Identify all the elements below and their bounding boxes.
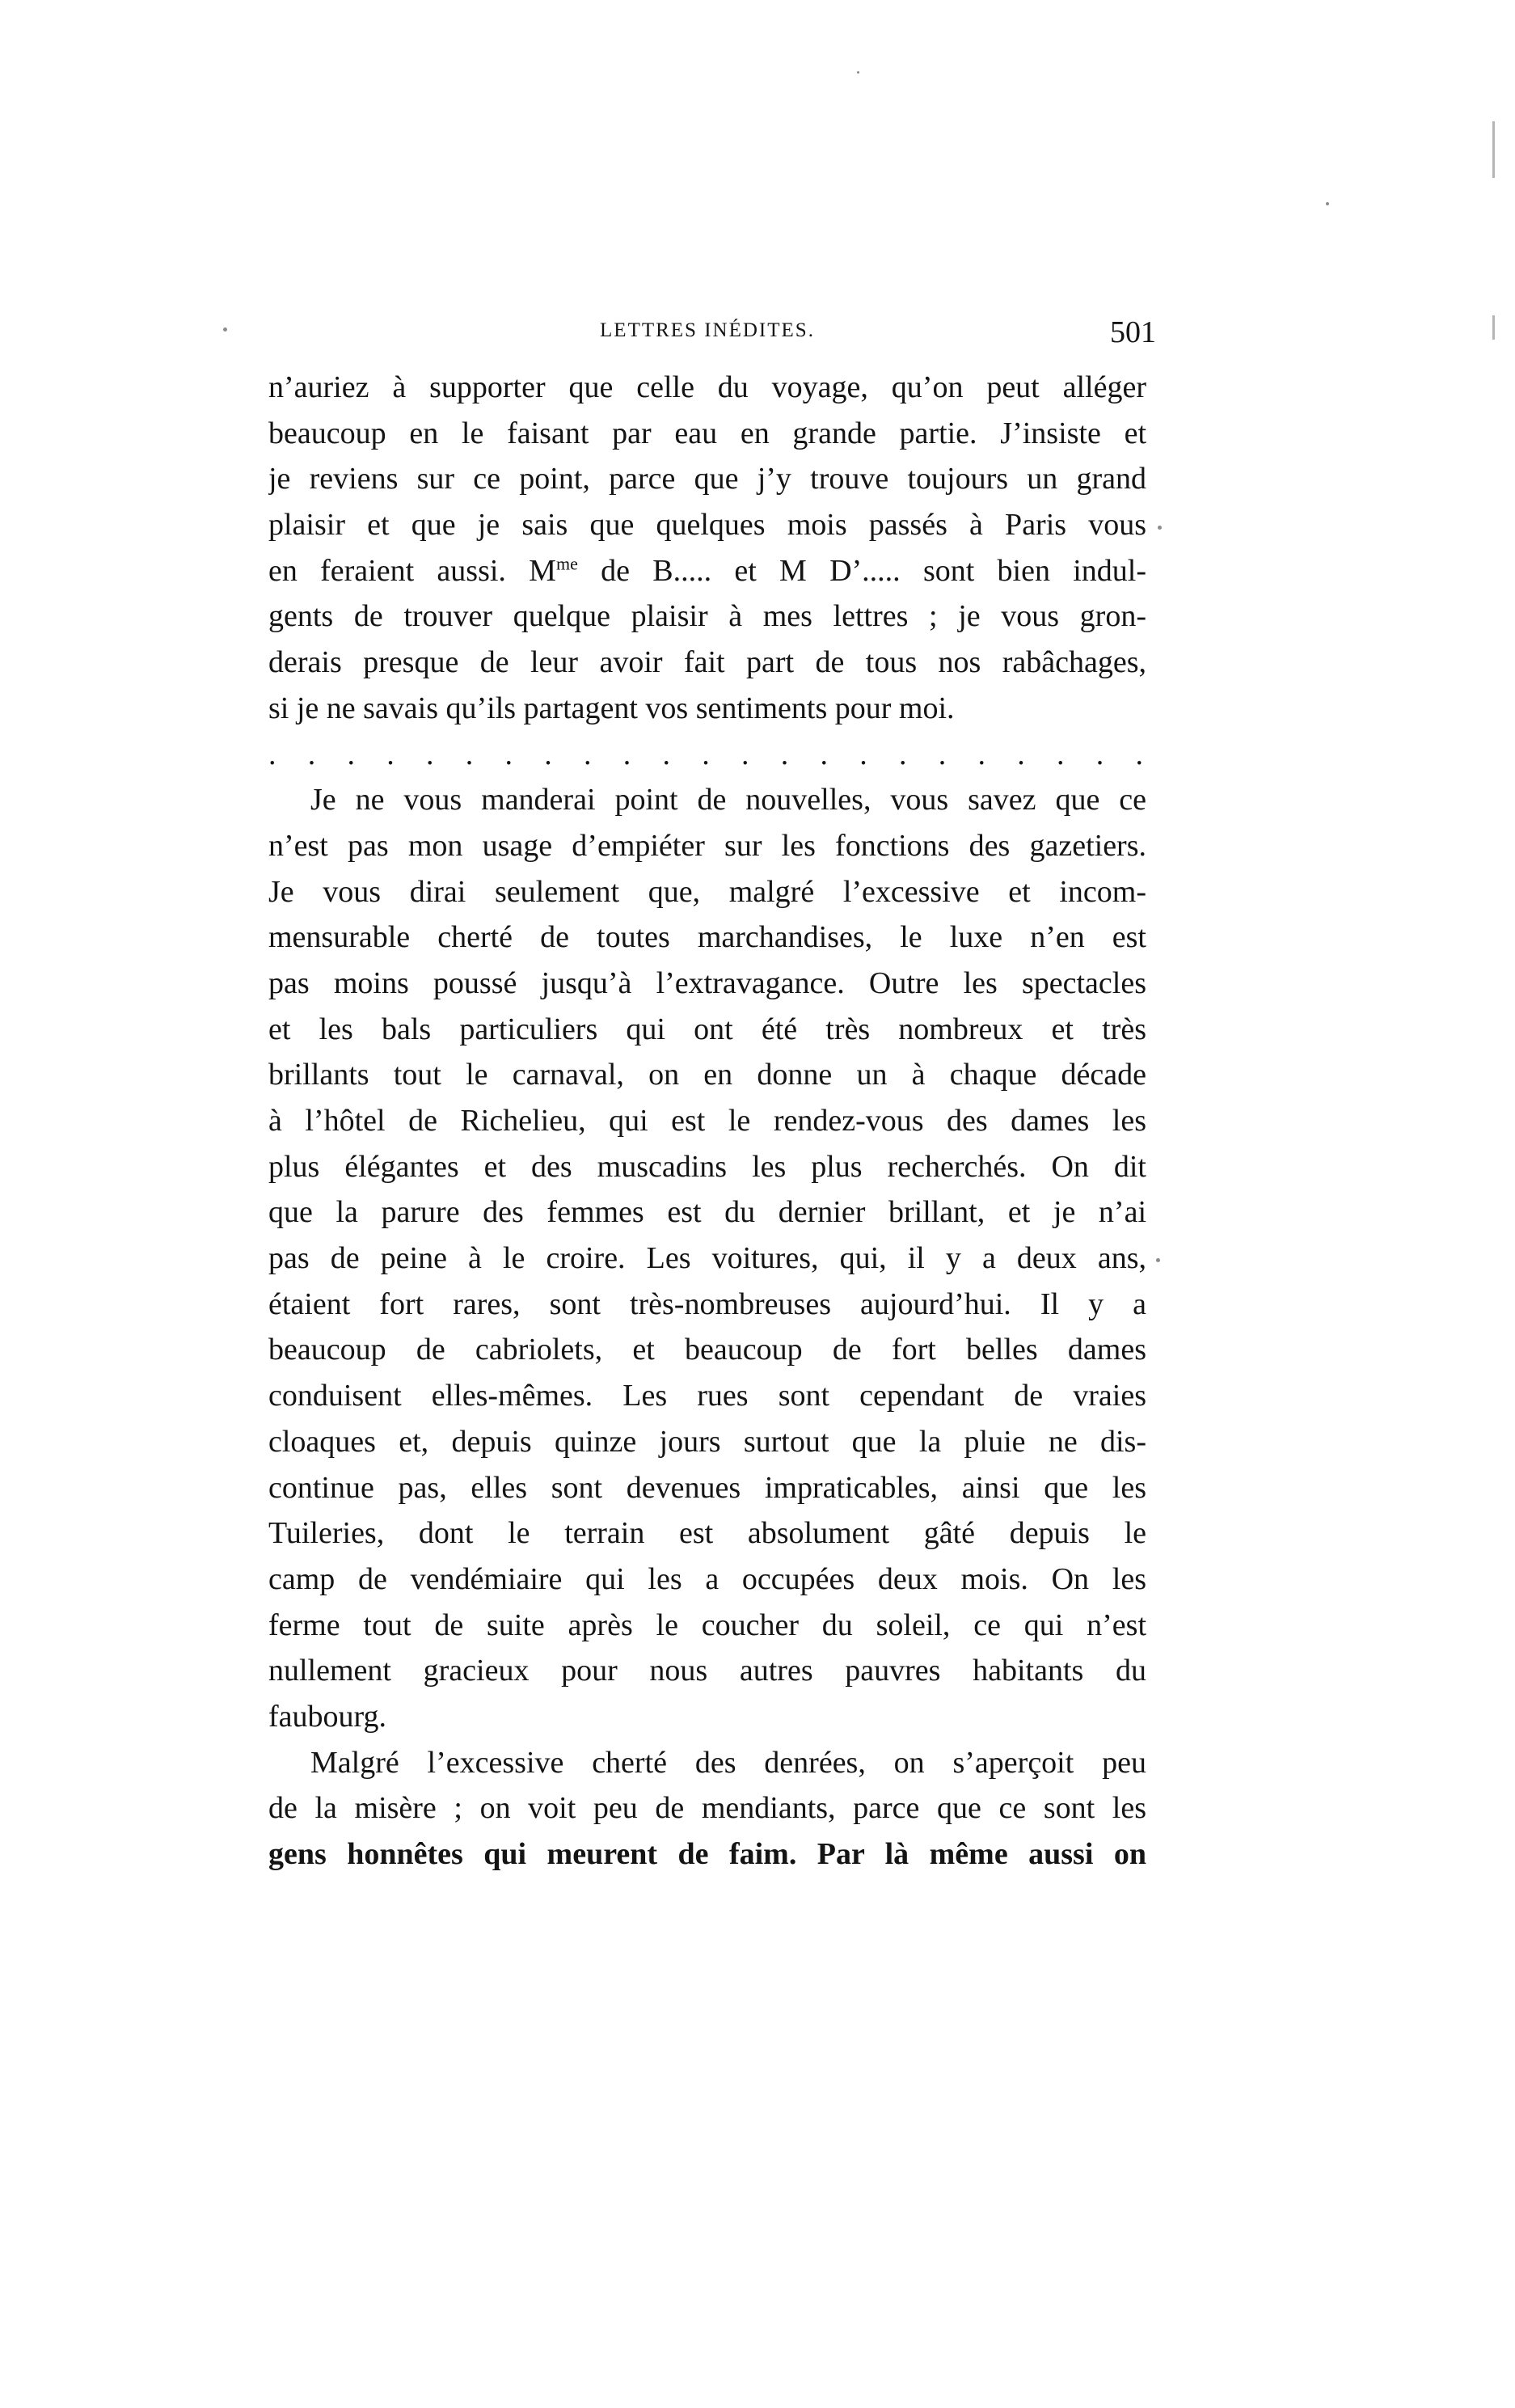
text-line: Je ne vous manderai point de nouvelles, vous savez que ce xyxy=(310,783,1146,817)
text-line: plaisir et que je sais que quelques mois passés à Paris vous xyxy=(268,508,1146,543)
body-text xyxy=(268,365,1146,1878)
text-line: n’est pas mon usage d’empiéter sur les fonctions des gazetiers. xyxy=(268,828,1146,863)
ellipsis-dot: . xyxy=(702,737,710,771)
text-line: derais presque de leur avoir fait part de tous nos rabâchages, xyxy=(268,645,1146,680)
text-line: Malgré l’excessive cherté des denrées, on s’aperçoit peu xyxy=(310,1745,1146,1780)
scan-edge-mark xyxy=(1492,121,1495,178)
ellipsis-dot: . xyxy=(622,737,631,771)
text-fragment: de B..... et M D’..... sont bien indul- xyxy=(577,553,1146,588)
text-line: cloaques et, depuis quinze jours surtout que la pluie ne dis- xyxy=(268,1424,1146,1459)
text-line: je reviens sur ce point, parce que j’y trouve toujours un grand xyxy=(268,462,1146,496)
text-line: ferme tout de suite après le coucher du soleil, ce qui n’est xyxy=(268,1607,1146,1642)
paragraph-3 xyxy=(268,1740,1146,1878)
text-line: pas de peine à le croire. Les voitures, qui, il y a deux ans, xyxy=(268,1241,1146,1276)
ellipsis-dot: . xyxy=(386,737,395,771)
text-line: beaucoup de cabriolets, et beaucoup de fort belles dames xyxy=(268,1333,1146,1367)
ellipsis-dot: . xyxy=(347,737,355,771)
ellipsis-dot: . xyxy=(426,737,434,771)
ellipsis-dot: . xyxy=(859,737,867,771)
text-line: n’auriez à supporter que celle du voyage, qu’on peut alléger xyxy=(268,370,1146,404)
scan-edge-mark xyxy=(1492,315,1495,340)
text-line: Tuileries, dont le terrain est absolument gâté depuis le xyxy=(268,1516,1146,1551)
text-line: étaient fort rares, sont très-nombreuses aujourd’hui. Il y a xyxy=(268,1286,1146,1321)
ellipsis-dot: . xyxy=(268,737,276,771)
paragraph-2 xyxy=(268,777,1146,1739)
text-line: continue pas, elles sont devenues impraticables, ainsi que les xyxy=(268,1470,1146,1505)
ellipsis-dot: . xyxy=(465,737,474,771)
ellipsis-dot: . xyxy=(977,737,985,771)
running-title: LETTRES INÉDITES. xyxy=(600,319,815,341)
paragraph-1 xyxy=(268,365,1146,732)
text-line: pas moins poussé jusqu’à l’extravagance. Outre les spectacles xyxy=(268,965,1146,1000)
ellipsis-dot: . xyxy=(780,737,789,771)
ellipsis-dot: . xyxy=(544,737,552,771)
scan-speck xyxy=(223,327,227,332)
ellipsis-separator xyxy=(268,732,1146,778)
ellipsis-dot: . xyxy=(584,737,592,771)
text-line: à l’hôtel de Richelieu, qui est le rendez-vous des dames les xyxy=(268,1104,1146,1138)
ellipsis-dot: . xyxy=(820,737,828,771)
text-line: plus élégantes et des muscadins les plus recherchés. On dit xyxy=(268,1149,1146,1184)
ellipsis-dot: . xyxy=(1095,737,1104,771)
running-head xyxy=(259,315,1156,360)
text-line: que la parure des femmes est du dernier brillant, et je n’ai xyxy=(268,1195,1146,1230)
ellipsis-dot: . xyxy=(899,737,907,771)
text-line: conduisent elles-mêmes. Les rues sont cependant de vraies xyxy=(268,1379,1146,1413)
ellipsis-dot: . xyxy=(662,737,670,771)
text-line: camp de vendémiaire qui les a occupées deux mois. On les xyxy=(268,1561,1146,1596)
text-line: nullement gracieux pour nous autres pauvres habitants du xyxy=(268,1654,1146,1688)
superscript: me xyxy=(555,553,578,574)
scan-speck xyxy=(1156,1258,1160,1262)
ellipsis-dot: . xyxy=(741,737,749,771)
ellipsis-dot: . xyxy=(1017,737,1025,771)
ellipsis-dot: . xyxy=(1057,737,1065,771)
scan-speck xyxy=(1158,526,1162,530)
text-line: faubourg. xyxy=(268,1699,386,1734)
ellipsis-dot: . xyxy=(504,737,513,771)
text-line xyxy=(268,548,1146,594)
text-line: gens honnêtes qui meurent de faim. Par là même aussi on xyxy=(268,1837,1146,1871)
text-line: Je vous dirai seulement que, malgré l’excessive et incom- xyxy=(268,874,1146,909)
page-number: 501 xyxy=(1110,315,1156,349)
text-line: brillants tout le carnaval, on en donne un à chaque décade xyxy=(268,1058,1146,1092)
text-line: mensurable cherté de toutes marchandises, le luxe n’en est xyxy=(268,920,1146,955)
text-line: de la misère ; on voit peu de mendiants, parce que ce sont les xyxy=(268,1791,1146,1826)
text-fragment: en feraient aussi. M xyxy=(268,553,556,588)
text-line: et les bals particuliers qui ont été très nombreux et très xyxy=(268,1012,1146,1046)
text-line: beaucoup en le faisant par eau en grande partie. J’insiste et xyxy=(268,416,1146,450)
text-line: gents de trouver quelque plaisir à mes lettres ; je vous gron- xyxy=(268,599,1146,634)
scan-speck xyxy=(1326,202,1329,205)
ellipsis-dot: . xyxy=(307,737,316,771)
text-line: si je ne savais qu’ils partagent vos sentiments pour moi. xyxy=(268,691,955,725)
scan-speck xyxy=(857,71,859,74)
ellipsis-dot: . xyxy=(1135,737,1143,771)
ellipsis-dot: . xyxy=(938,737,947,771)
